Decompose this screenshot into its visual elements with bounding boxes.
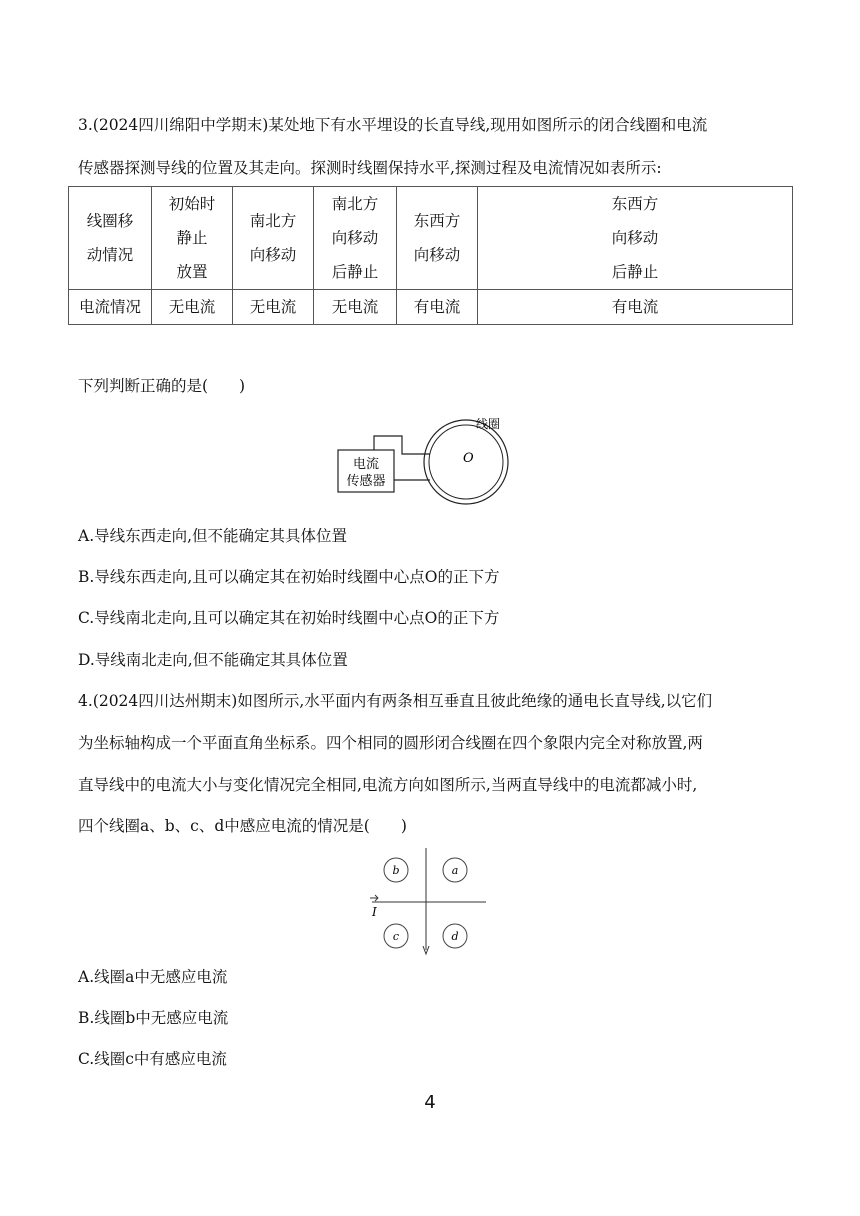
q3-header-cell — [152, 187, 233, 290]
q4-coils-figure — [362, 846, 492, 958]
q4-option-b: B.线圈b中无感应电流 — [78, 1009, 229, 1027]
current-label: I — [372, 905, 377, 919]
sensor-label-2: 传感器 — [346, 474, 386, 489]
sensor-label-1: 电流 — [352, 457, 380, 472]
q3-header-cell — [397, 187, 478, 290]
q3-data-cell: 有电流 — [397, 290, 478, 325]
page-number: 4 — [424, 1092, 436, 1113]
q4-option-a: A.线圈a中无感应电流 — [78, 968, 228, 986]
q3-table-header-row — [69, 187, 793, 290]
arrow-right-icon — [370, 895, 378, 901]
q3-coil-sensor-figure — [330, 410, 530, 510]
cell-text: 向移动 — [249, 246, 297, 264]
q3-stem-line-1: 3.(2024四川绵阳中学期末)某处地下有水平埋设的长直导线,现用如图所示的闭合线圈和电流 — [78, 116, 708, 134]
q3-option-d: D.导线南北走向,但不能确定其具体位置 — [78, 651, 348, 669]
q3-table-data-row — [69, 290, 793, 325]
cell-text: 后静止 — [331, 263, 379, 281]
cell-text: 后静止 — [611, 263, 659, 281]
coil-label: 线圈 — [476, 417, 501, 431]
coil-d-label: d — [451, 930, 459, 943]
cell-text: 线圈移 — [86, 212, 134, 230]
q3-header-cell — [69, 187, 152, 290]
q3-header-cell — [478, 187, 793, 290]
cell-text: 东西方 — [611, 195, 659, 213]
q4-stem-line-4: 四个线圈a、b、c、d中感应电流的情况是( ) — [78, 817, 407, 835]
cell-text: 静止 — [176, 229, 208, 247]
q3-data-cell: 无电流 — [152, 290, 233, 325]
coil-c-label: c — [392, 930, 400, 943]
cell-text: 动情况 — [86, 246, 134, 264]
cell-text: 向移动 — [611, 229, 659, 247]
q3-table — [68, 186, 793, 325]
q3-option-b: B.导线东西走向,且可以确定其在初始时线圈中心点O的正下方 — [78, 568, 500, 586]
q4-stem-line-1: 4.(2024四川达州期末)如图所示,水平面内有两条相互垂直且彼此绝缘的通电长直导线,以它们 — [78, 692, 713, 710]
q3-option-a: A.导线东西走向,但不能确定其具体位置 — [78, 527, 348, 545]
cell-text: 放置 — [176, 263, 208, 281]
q3-data-cell: 无电流 — [314, 290, 397, 325]
q3-header-cell — [314, 187, 397, 290]
cell-text: 初始时 — [168, 195, 216, 213]
q3-header-cell — [233, 187, 314, 290]
q4-stem-line-2: 为坐标轴构成一个平面直角坐标系。四个相同的圆形闭合线圈在四个象限内完全对称放置,两 — [78, 734, 703, 752]
center-point-label: O — [463, 451, 474, 466]
cell-text: 南北方 — [249, 212, 297, 230]
q3-data-cell: 有电流 — [478, 290, 793, 325]
coil-a-label: a — [451, 864, 459, 877]
q3-data-cell: 无电流 — [233, 290, 314, 325]
cell-text: 向移动 — [331, 229, 379, 247]
cell-text: 东西方 — [413, 212, 461, 230]
cell-text: 南北方 — [331, 195, 379, 213]
q3-stem-line-2: 传感器探测导线的位置及其走向。探测时线圈保持水平,探测过程及电流情况如表所示: — [78, 159, 662, 177]
q3-prompt: 下列判断正确的是( ) — [78, 377, 246, 395]
q3-data-cell: 电流情况 — [69, 290, 152, 325]
q3-option-c: C.导线南北走向,且可以确定其在初始时线圈中心点O的正下方 — [78, 609, 500, 627]
cell-text: 向移动 — [413, 246, 461, 264]
q4-stem-line-3: 直导线中的电流大小与变化情况完全相同,电流方向如图所示,当两直导线中的电流都减小时, — [78, 776, 698, 794]
coil-b-label: b — [392, 864, 400, 877]
q4-option-c: C.线圈c中有感应电流 — [78, 1050, 227, 1068]
